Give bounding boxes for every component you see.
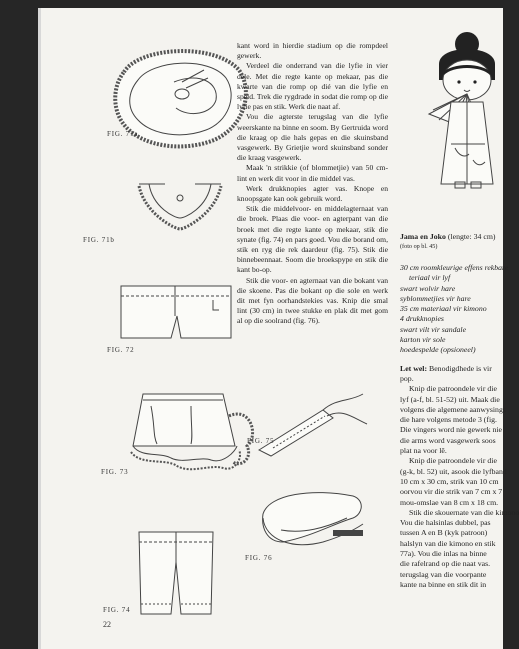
figure-73-petticoat-illustration bbox=[111, 386, 261, 481]
figure-75-elastic-casing-illustration bbox=[253, 388, 373, 458]
material-item: 4 drukknopies bbox=[400, 314, 444, 324]
photo-reference: (foto op bl. 45) bbox=[400, 243, 438, 250]
paragraph: Werk drukknopies agter vas. Knope en knoopsgate kan ook gebruik word. bbox=[237, 183, 388, 204]
material-item: 35 cm materiaal vir kimono bbox=[400, 304, 487, 314]
figure-71b-collar-illustration bbox=[125, 174, 235, 234]
paragraph: Maak 'n strikkie (of blommetjie) van 50 cm-lint en werk dit voor in die middel vas. bbox=[237, 163, 388, 183]
doll-with-fan-illustration bbox=[419, 24, 509, 194]
figure-74-trousers-illustration bbox=[131, 526, 221, 621]
material-item: karton vir sole bbox=[400, 335, 446, 345]
paragraph: Vou die agterste terugslag van die lyfie weerskante na binne en soom. By Gertruida word die kraag op die hals gepas en die skuinsband vasgewerk. By Grietjie word skuinsband sonder die kraag vasgewerk. bbox=[237, 112, 388, 163]
text-line: pop. bbox=[400, 374, 414, 383]
text-line: die rafelrand op die naat vas. bbox=[400, 559, 491, 569]
text-line: lyf (a-f, bl. 51-52) uit. Maak die bbox=[400, 394, 500, 404]
text-line: volgens die algemene aanwysings bbox=[400, 404, 506, 414]
paragraph: Stik die voor- en agternaat van die bokant van die skoene. Pas die bokant op die sole en werk dit met fyn oorhandstekies vas. Knip die smal lint (30 cm) in twee stukke en plak dit met gom al op die soolrand (fig. 76). bbox=[237, 275, 388, 326]
right-column-title bbox=[400, 232, 510, 242]
paragraph: Verdeel die onderrand van die lyfie in vier dele. Met die regte kante op mekaar, pas die kwarte van die romp op dié van die lyfie en speld. Trek die rygdrade in sodat die romp op die lyfie pas en stik. Werk die naat af. bbox=[237, 61, 388, 112]
material-item: swart vilt vir sandale bbox=[400, 324, 467, 334]
text-line: terugslag van die voorpante bbox=[400, 569, 487, 579]
text-line: die arms word vasgewerk soos bbox=[400, 435, 496, 445]
section-title: Jama en Joko bbox=[400, 232, 446, 241]
text-line: plat na voor lê. bbox=[400, 446, 447, 456]
note-label: Let wel: bbox=[400, 364, 428, 373]
figure-72-label: FIG. 72 bbox=[107, 346, 135, 354]
paragraph: kant word in hierdie stadium op die rompdeel gewerk. bbox=[237, 41, 388, 61]
page-number: 22 bbox=[103, 620, 111, 629]
figure-73-label: FIG. 73 bbox=[101, 468, 129, 476]
text-line: (g-k, bl. 52) uit, asook die lyfband bbox=[400, 466, 507, 476]
material-item: hoedespelde (opsioneel) bbox=[400, 345, 476, 355]
text-line: Knip die patroondele vir die bbox=[409, 456, 497, 466]
figure-76-label: FIG. 76 bbox=[245, 554, 273, 562]
material-item: teriaal vir lyf bbox=[409, 273, 451, 283]
note-text: Benodigdhede is vir bbox=[429, 364, 492, 373]
book-page bbox=[38, 8, 519, 649]
text-line: Stik die skouernate van die kimono bbox=[409, 507, 519, 517]
text-line: oorvou vir die strik van 7 cm x 7 bbox=[400, 487, 503, 497]
text-line: Vou die halsinlas dubbel, pas bbox=[400, 518, 491, 528]
text-line: die hare volgens metode 3 (fig. bbox=[400, 415, 497, 425]
note-line bbox=[400, 364, 510, 374]
figure-71b-label: FIG. 71b bbox=[83, 236, 115, 244]
text-line: Die vingers word nie gewerk nie bbox=[400, 425, 502, 435]
figure-75-label: FIG. 75 bbox=[247, 437, 275, 445]
text-line: halslyn van die kimono en stik bbox=[400, 538, 496, 548]
figure-76-shoe-illustration bbox=[253, 484, 373, 564]
text-line: Knip die patroondele vir die bbox=[409, 384, 497, 394]
figure-71a-label: FIG. 71a bbox=[107, 130, 139, 138]
material-item: syblommetjies vir hare bbox=[400, 293, 471, 303]
text-line: 77a). Vou die inlas na binne bbox=[400, 549, 487, 559]
figure-74-label: FIG. 74 bbox=[103, 606, 131, 614]
section-title-length: (lengte: 34 cm) bbox=[447, 232, 496, 241]
paragraph: Stik die middelvoor- en middelagternaat van die broek. Plaas die voor- en agterpant van die broek met die regte kante op mekaar, stik die synate (fig. 74) en pars goed. Vou die borand om, stik en ryg die rek daardeur (fig. 75). Stik die binnebeennaat. Soom die broekspype en stik die kant bo-op. bbox=[237, 204, 388, 275]
figure-72-pants-illustration bbox=[111, 276, 241, 351]
text-line: mou-omslae van 8 cm x 18 cm. bbox=[400, 497, 499, 507]
text-line: kante na binne en stik dit in bbox=[400, 579, 487, 589]
text-line: tussen A en B (kyk patroon) bbox=[400, 528, 488, 538]
text-line: 10 cm x 30 cm, strik van 10 cm bbox=[400, 476, 499, 486]
instructions-column bbox=[237, 41, 388, 327]
right-column-instructions bbox=[400, 374, 519, 590]
material-item: swart wolvir hare bbox=[400, 283, 456, 293]
material-item: 30 cm roomkleurige effens rekbare bbox=[400, 263, 509, 272]
materials-list bbox=[400, 263, 510, 356]
